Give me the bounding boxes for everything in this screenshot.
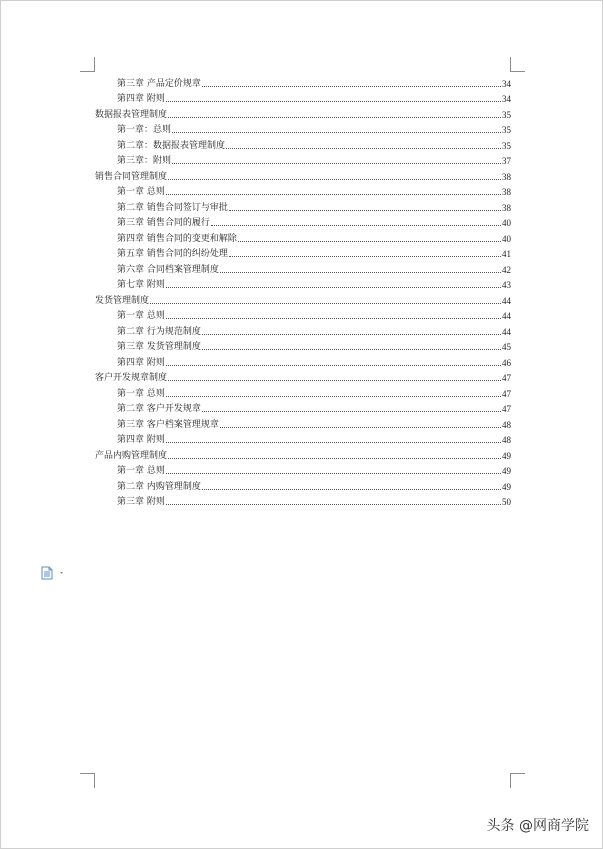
- toc-entry-title: 第四章 销售合同的变更和解除: [117, 233, 237, 244]
- toc-chapter-entry[interactable]: [95, 307, 511, 323]
- toc-entry-title: 第四章 附则: [117, 357, 165, 368]
- document-icon: [41, 566, 67, 580]
- toc-dot-leader: [166, 317, 501, 319]
- toc-dot-leader: [150, 302, 501, 304]
- toc-page-number: 44: [502, 295, 511, 306]
- toc-dot-leader: [229, 209, 501, 211]
- toc-dot-leader: [168, 178, 501, 180]
- crop-mark-top-right: [510, 57, 525, 72]
- toc-page-number: 34: [502, 94, 511, 104]
- toc-entry-title: 第二章 内购管理制度: [117, 481, 201, 492]
- toc-entry-title: 第一章 总则: [117, 388, 165, 399]
- toc-page-number: 35: [502, 109, 511, 120]
- toc-chapter-entry[interactable]: [95, 198, 511, 214]
- toc-chapter-entry[interactable]: [95, 431, 511, 447]
- toc-chapter-entry[interactable]: [95, 477, 511, 493]
- toc-dot-leader: [226, 147, 501, 149]
- toc-page-number: 48: [502, 419, 511, 430]
- toc-entry-title: 数据报表管理制度: [95, 109, 168, 120]
- toc-entry-title: 第二章 行为规范制度: [117, 326, 201, 337]
- toc-section-entry[interactable]: [95, 167, 511, 183]
- toc-page-number: 41: [502, 249, 511, 259]
- toc-entry-title: 第一章 总则: [117, 466, 165, 476]
- toc-section-entry[interactable]: [95, 291, 511, 307]
- toc-dot-leader: [166, 100, 501, 102]
- toc-entry-title: 第一章 总则: [117, 311, 165, 321]
- toc-chapter-entry[interactable]: [95, 183, 511, 199]
- toc-dot-leader: [172, 131, 501, 133]
- toc-page-number: 44: [502, 326, 511, 337]
- toc-chapter-entry[interactable]: [95, 136, 511, 152]
- toc-entry-title: 第六章 合同档案管理制度: [117, 264, 219, 275]
- table-of-contents: [95, 74, 511, 508]
- toc-dot-leader: [168, 116, 501, 118]
- toc-chapter-entry[interactable]: [95, 415, 511, 431]
- toc-chapter-entry[interactable]: [95, 245, 511, 261]
- toc-page-number: 47: [502, 404, 511, 414]
- toc-page-number: 38: [502, 187, 511, 197]
- toc-entry-title: 第七章 附则: [117, 280, 165, 290]
- toc-dot-leader: [238, 240, 501, 242]
- toc-dot-leader: [202, 410, 501, 412]
- toc-dot-leader: [220, 426, 501, 428]
- toc-page-number: 49: [502, 481, 511, 492]
- toc-page-number: 46: [502, 357, 511, 368]
- toc-page-number: 38: [502, 202, 511, 213]
- toc-page-number: 34: [502, 78, 511, 89]
- toc-page-number: 35: [502, 140, 511, 151]
- toc-page-number: 40: [502, 233, 511, 244]
- toc-section-entry[interactable]: [95, 105, 511, 121]
- toc-chapter-entry[interactable]: [95, 493, 511, 509]
- toc-page-number: 37: [502, 156, 511, 166]
- toc-entry-title: 第五章 销售合同的纠纷处理: [117, 249, 228, 259]
- paste-options-button[interactable]: [41, 565, 67, 579]
- toc-entry-title: 客户开发规章制度: [95, 373, 168, 383]
- toc-dot-leader: [166, 364, 501, 366]
- toc-chapter-entry[interactable]: [95, 74, 511, 90]
- toc-page-number: 49: [502, 450, 511, 461]
- toc-chapter-entry[interactable]: [95, 462, 511, 478]
- crop-mark-bottom-right: [510, 773, 525, 788]
- toc-entry-title: 第二章：数据报表管理制度: [117, 140, 226, 151]
- toc-entry-title: 第一章：总则: [117, 125, 172, 135]
- toc-dot-leader: [168, 379, 501, 381]
- toc-entry-title: 第二章 销售合同签订与审批: [117, 202, 228, 213]
- toc-chapter-entry[interactable]: [95, 260, 511, 276]
- toc-entry-title: 第三章 产品定价规章: [117, 78, 201, 89]
- toc-entry-title: 第三章：附则: [117, 156, 172, 166]
- toc-dot-leader: [166, 441, 501, 443]
- toc-page-number: 38: [502, 171, 511, 182]
- toc-page-number: 43: [502, 280, 511, 290]
- toc-chapter-entry[interactable]: [95, 353, 511, 369]
- toc-entry-title: 第二章 客户开发规章: [117, 404, 201, 414]
- toc-dot-leader: [172, 162, 501, 164]
- crop-mark-top-left: [80, 57, 95, 72]
- toc-chapter-entry[interactable]: [95, 121, 511, 137]
- toc-entry-title: 第三章 发货管理制度: [117, 342, 201, 352]
- toc-chapter-entry[interactable]: [95, 229, 511, 245]
- toc-page-number: 35: [502, 125, 511, 135]
- toc-dot-leader: [166, 286, 501, 288]
- toc-page-number: 47: [502, 373, 511, 383]
- toc-dot-leader: [166, 472, 501, 474]
- toc-chapter-entry[interactable]: [95, 384, 511, 400]
- toc-dot-leader: [229, 255, 501, 257]
- toc-page-number: 48: [502, 435, 511, 445]
- toc-dot-leader: [166, 193, 501, 195]
- toc-entry-title: 第一章 总则: [117, 187, 165, 197]
- toc-entry-title: 发货管理制度: [95, 295, 150, 306]
- toc-dot-leader: [202, 333, 501, 335]
- toc-chapter-entry[interactable]: [95, 90, 511, 106]
- toc-page-number: 40: [502, 218, 511, 228]
- toc-dot-leader: [168, 457, 501, 459]
- toc-dot-leader: [211, 224, 501, 226]
- toc-entry-title: 第三章 销售合同的履行: [117, 218, 210, 228]
- toc-dot-leader: [202, 488, 501, 490]
- toc-chapter-entry[interactable]: [95, 276, 511, 292]
- toc-page-number: 45: [502, 342, 511, 352]
- crop-mark-bottom-left: [80, 773, 95, 788]
- toc-entry-title: 产品内购管理制度: [95, 450, 168, 461]
- toc-chapter-entry[interactable]: [95, 152, 511, 168]
- toc-page-number: 47: [502, 388, 511, 399]
- toc-entry-title: 第四章 附则: [117, 435, 165, 445]
- toc-dot-leader: [166, 395, 501, 397]
- toc-chapter-entry[interactable]: [95, 322, 511, 338]
- toc-page-number: 50: [502, 497, 511, 507]
- toc-page-number: 44: [502, 311, 511, 321]
- toc-entry-title: 第三章 附则: [117, 497, 165, 507]
- toc-page-number: 49: [502, 466, 511, 476]
- toc-entry-title: 销售合同管理制度: [95, 171, 168, 182]
- toc-dot-leader: [202, 85, 501, 87]
- toc-chapter-entry[interactable]: [95, 214, 511, 230]
- toc-entry-title: 第三章 客户档案管理规章: [117, 419, 219, 430]
- toc-section-entry[interactable]: [95, 446, 511, 462]
- toc-section-entry[interactable]: [95, 369, 511, 385]
- toc-page-number: 42: [502, 264, 511, 275]
- toc-chapter-entry[interactable]: [95, 338, 511, 354]
- toc-dot-leader: [202, 348, 501, 350]
- watermark: 头条 @网商学院: [486, 818, 589, 834]
- toc-entry-title: 第四章 附则: [117, 94, 165, 104]
- toc-chapter-entry[interactable]: [95, 400, 511, 416]
- toc-dot-leader: [166, 503, 501, 505]
- toc-dot-leader: [220, 271, 501, 273]
